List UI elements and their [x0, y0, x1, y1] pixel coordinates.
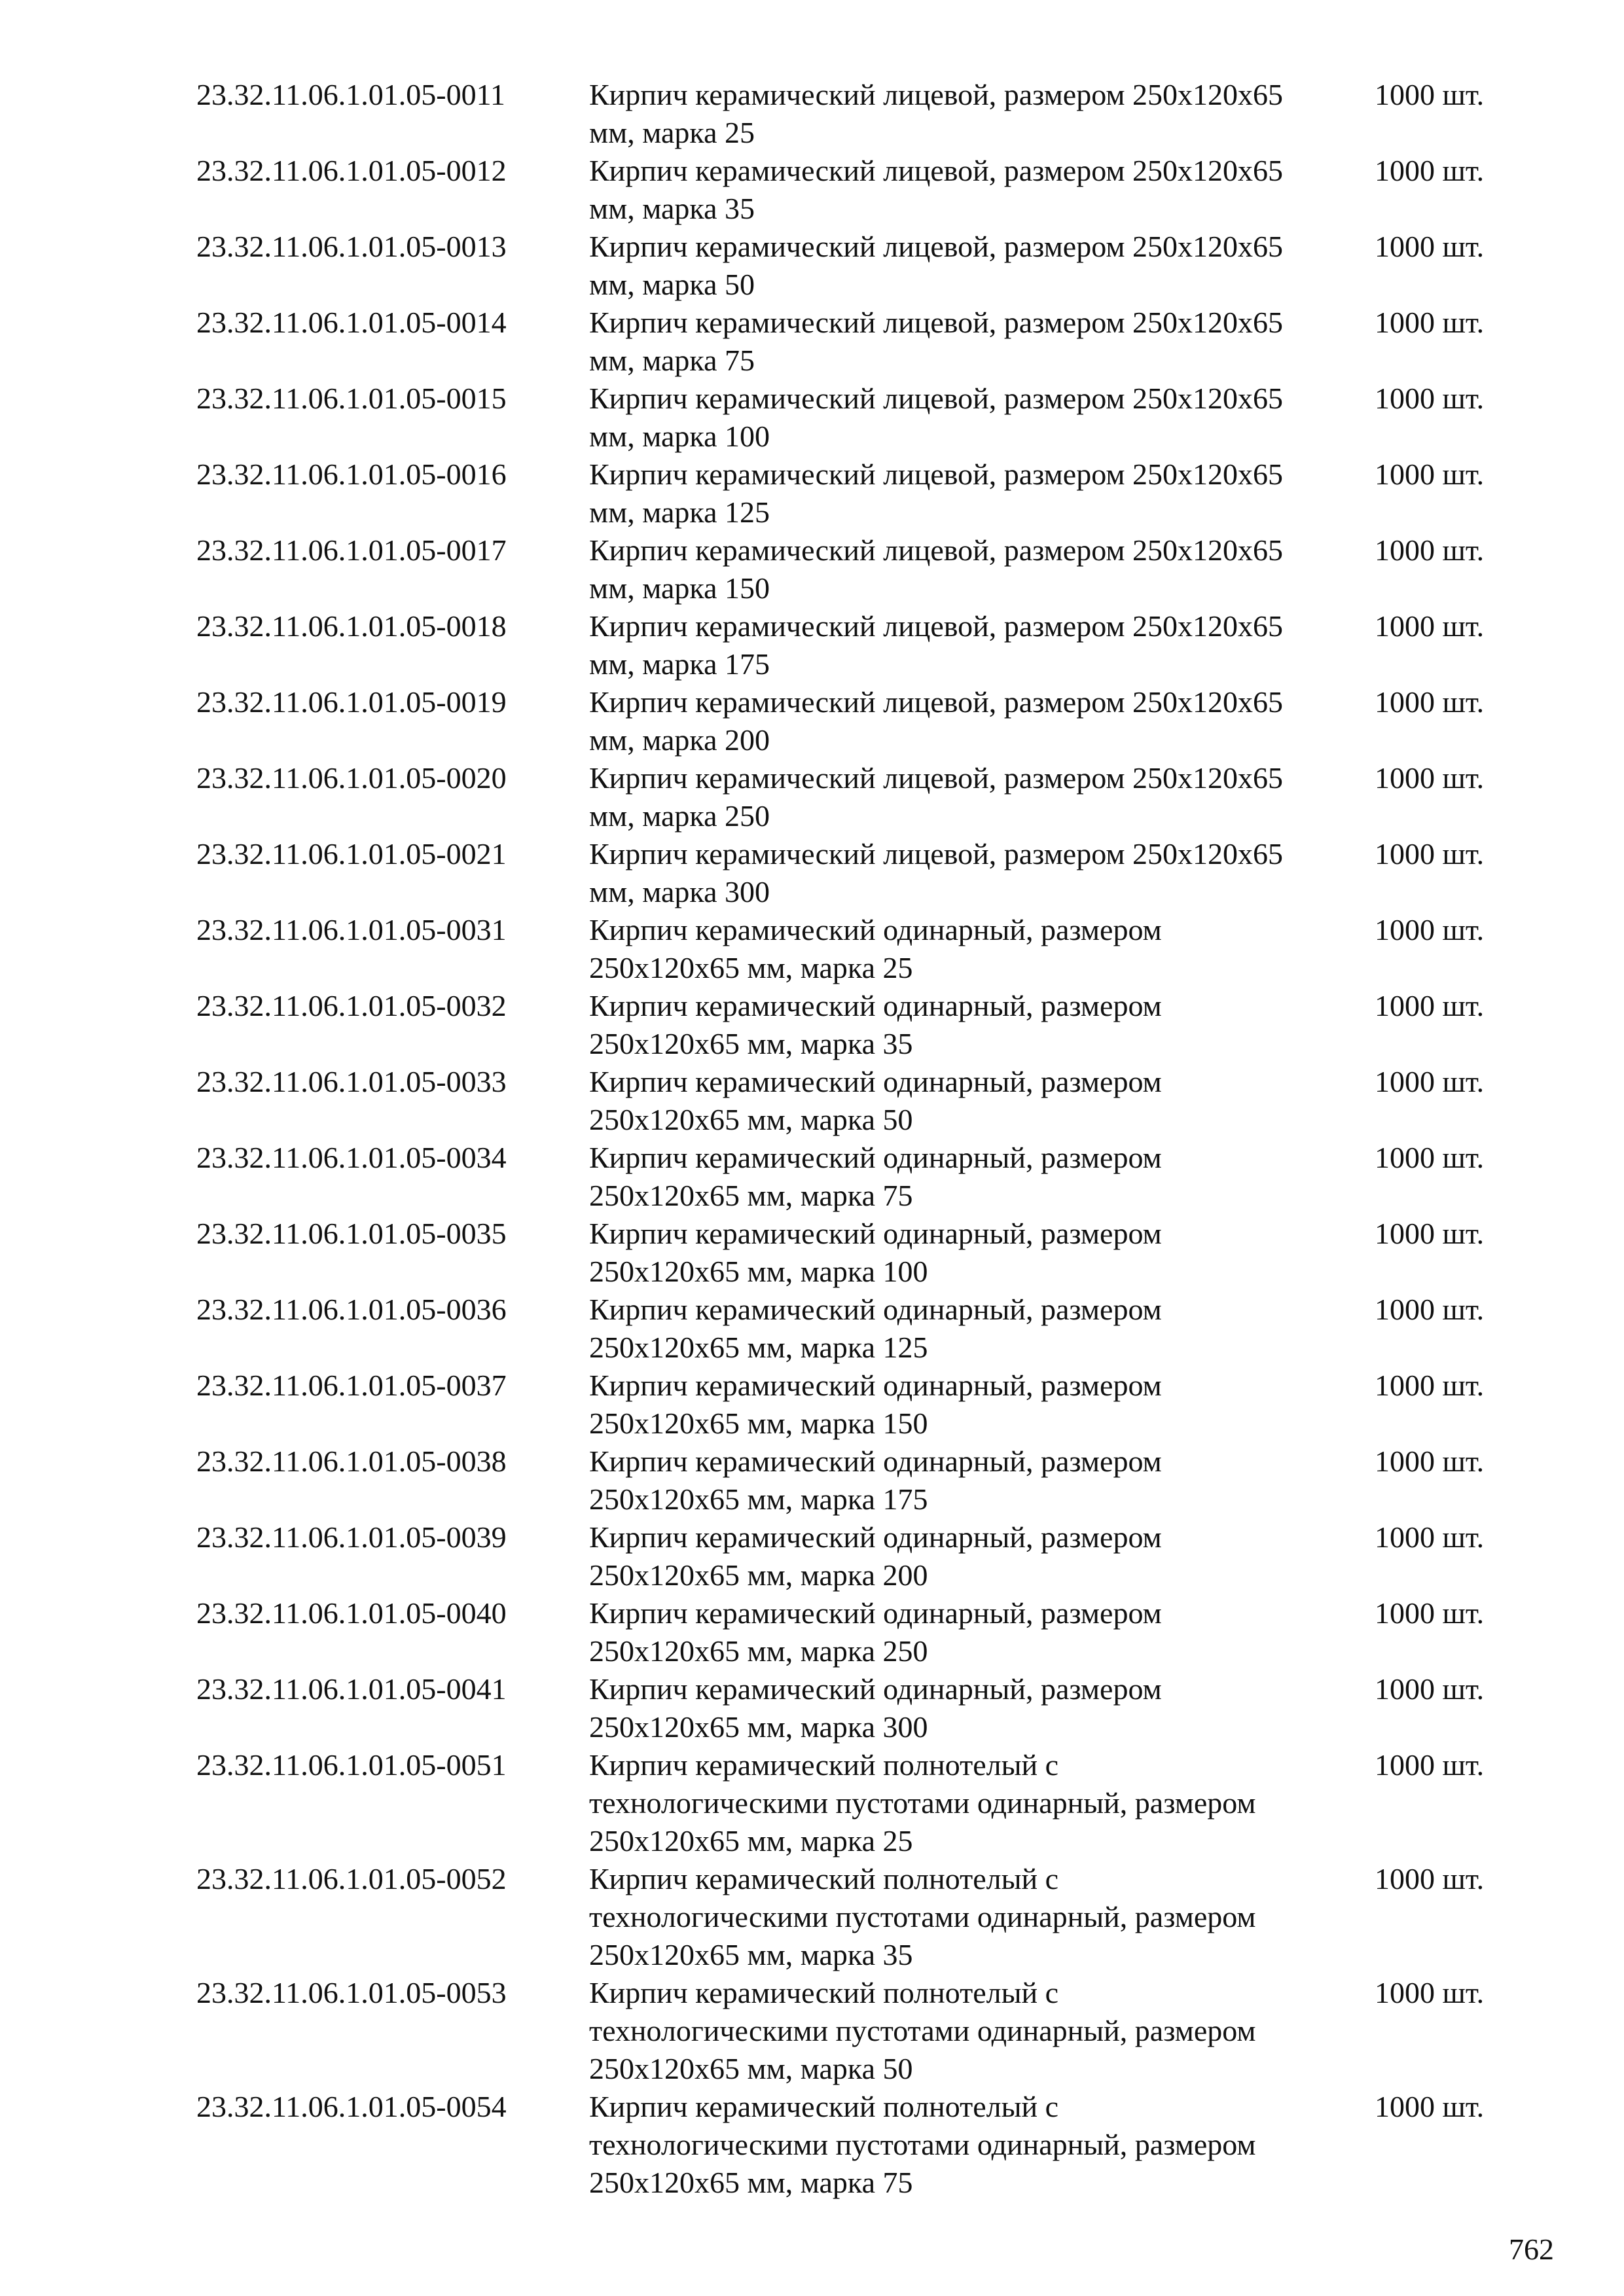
resource-code: 23.32.11.06.1.01.05-0017	[196, 533, 507, 567]
resource-name	[589, 152, 1375, 228]
resource-code: 23.32.11.06.1.01.05-0016	[196, 457, 507, 491]
resource-name-line: 250х120х65 мм, марка 175	[589, 1482, 928, 1516]
resource-unit: 1000 шт.	[1375, 989, 1485, 1022]
resource-name-line: мм, марка 300	[589, 875, 770, 908]
resource-name-line: Кирпич керамический полнотелый с	[589, 1748, 1059, 1782]
resource-name	[589, 1063, 1375, 1139]
resource-name-line: мм, марка 75	[589, 344, 755, 377]
resource-name	[589, 1215, 1375, 1291]
resource-code: 23.32.11.06.1.01.05-0033	[196, 1065, 507, 1098]
resource-name	[589, 2088, 1375, 2202]
resource-name-line: 250х120х65 мм, марка 75	[589, 2166, 913, 2199]
table-row	[196, 607, 1492, 683]
resource-name	[589, 1367, 1375, 1443]
resource-name-line: Кирпич керамический одинарный, размером	[589, 1672, 1162, 1706]
resource-unit: 1000 шт.	[1375, 913, 1485, 946]
table-row	[196, 380, 1492, 456]
table-row	[196, 1974, 1492, 2088]
resource-name	[589, 607, 1375, 683]
resource-name	[589, 987, 1375, 1063]
resource-unit: 1000 шт.	[1375, 78, 1485, 111]
resource-name	[589, 1594, 1375, 1670]
resource-name-line: Кирпич керамический одинарный, размером	[589, 1444, 1162, 1478]
resource-name-line: мм, марка 25	[589, 116, 755, 149]
table-row	[196, 1746, 1492, 1860]
resource-code: 23.32.11.06.1.01.05-0051	[196, 1748, 507, 1782]
resource-name-line: мм, марка 200	[589, 723, 770, 757]
resource-name	[589, 835, 1375, 911]
table-row	[196, 1291, 1492, 1367]
resource-name-line: технологическими пустотами одинарный, размером	[589, 1786, 1256, 1820]
resource-code: 23.32.11.06.1.01.05-0019	[196, 685, 507, 719]
resource-name-line: Кирпич керамический лицевой, размером 250х120х65	[589, 761, 1283, 795]
resource-name-line: Кирпич керамический лицевой, размером 250х120х65	[589, 837, 1283, 870]
resource-unit: 1000 шт.	[1375, 1976, 1485, 2009]
resource-name-line: Кирпич керамический одинарный, размером	[589, 1141, 1162, 1174]
resource-code: 23.32.11.06.1.01.05-0041	[196, 1672, 507, 1706]
resource-name	[589, 76, 1375, 152]
table-row	[196, 76, 1492, 152]
resource-code: 23.32.11.06.1.01.05-0053	[196, 1976, 507, 2009]
resource-name-line: Кирпич керамический лицевой, размером 250х120х65	[589, 382, 1283, 415]
resource-name	[589, 456, 1375, 531]
resource-name-line: Кирпич керамический лицевой, размером 250х120х65	[589, 457, 1283, 491]
resource-name	[589, 683, 1375, 759]
resource-name	[589, 304, 1375, 380]
resource-name-line: Кирпич керамический одинарный, размером	[589, 1369, 1162, 1402]
table-row	[196, 1860, 1492, 1974]
resource-name-line: технологическими пустотами одинарный, размером	[589, 2014, 1256, 2047]
resource-name-line: Кирпич керамический лицевой, размером 250х120х65	[589, 533, 1283, 567]
resource-unit: 1000 шт.	[1375, 2090, 1485, 2123]
resource-code: 23.32.11.06.1.01.05-0040	[196, 1596, 507, 1630]
table-row	[196, 1443, 1492, 1518]
resource-code: 23.32.11.06.1.01.05-0011	[196, 78, 505, 111]
resource-unit: 1000 шт.	[1375, 1520, 1485, 1554]
resource-name-line: Кирпич керамический лицевой, размером 250х120х65	[589, 230, 1283, 263]
resource-code: 23.32.11.06.1.01.05-0013	[196, 230, 507, 263]
resource-name	[589, 1974, 1375, 2088]
resource-name-line: 250х120х65 мм, марка 35	[589, 1938, 913, 1971]
resource-name	[589, 1518, 1375, 1594]
table-row	[196, 1518, 1492, 1594]
resource-name-line: 250х120х65 мм, марка 50	[589, 1103, 913, 1136]
resource-name-line: 250х120х65 мм, марка 25	[589, 951, 913, 984]
resource-name	[589, 228, 1375, 304]
resource-name-line: мм, марка 250	[589, 799, 770, 833]
resource-code: 23.32.11.06.1.01.05-0031	[196, 913, 507, 946]
resource-name-line: Кирпич керамический полнотелый с	[589, 2090, 1059, 2123]
resource-unit: 1000 шт.	[1375, 1293, 1485, 1326]
resource-name-line: Кирпич керамический одинарный, размером	[589, 1293, 1162, 1326]
resource-unit: 1000 шт.	[1375, 685, 1485, 719]
resource-code: 23.32.11.06.1.01.05-0052	[196, 1862, 507, 1895]
resource-unit: 1000 шт.	[1375, 154, 1485, 187]
resource-name	[589, 1291, 1375, 1367]
resource-unit: 1000 шт.	[1375, 382, 1485, 415]
resource-name-line: Кирпич керамический лицевой, размером 250х120х65	[589, 685, 1283, 719]
table-row	[196, 531, 1492, 607]
resource-name-line: Кирпич керамический лицевой, размером 250х120х65	[589, 306, 1283, 339]
resource-unit: 1000 шт.	[1375, 1748, 1485, 1782]
resource-code: 23.32.11.06.1.01.05-0021	[196, 837, 507, 870]
resource-code: 23.32.11.06.1.01.05-0039	[196, 1520, 507, 1554]
resource-unit: 1000 шт.	[1375, 1672, 1485, 1706]
table-row	[196, 1215, 1492, 1291]
resource-name-line: мм, марка 150	[589, 571, 770, 605]
resource-name-line: мм, марка 35	[589, 192, 755, 225]
resource-name-line: 250х120х65 мм, марка 35	[589, 1027, 913, 1060]
resource-name	[589, 1139, 1375, 1215]
resource-name-line: мм, марка 50	[589, 268, 755, 301]
resource-unit: 1000 шт.	[1375, 1369, 1485, 1402]
resource-name-line: Кирпич керамический одинарный, размером	[589, 1520, 1162, 1554]
resource-name-line: 250х120х65 мм, марка 50	[589, 2052, 913, 2085]
resource-code: 23.32.11.06.1.01.05-0035	[196, 1217, 507, 1250]
resource-name	[589, 531, 1375, 607]
resource-name-line: Кирпич керамический одинарный, размером	[589, 1217, 1162, 1250]
resource-unit: 1000 шт.	[1375, 457, 1485, 491]
table-row	[196, 228, 1492, 304]
resource-unit: 1000 шт.	[1375, 1862, 1485, 1895]
resource-unit: 1000 шт.	[1375, 761, 1485, 795]
table-row	[196, 2088, 1492, 2202]
resource-name-line: технологическими пустотами одинарный, размером	[589, 1900, 1256, 1933]
table-row	[196, 759, 1492, 835]
resource-code: 23.32.11.06.1.01.05-0020	[196, 761, 507, 795]
resource-name-line: Кирпич керамический одинарный, размером	[589, 1596, 1162, 1630]
table-row	[196, 1139, 1492, 1215]
resource-name-line: мм, марка 125	[589, 495, 770, 529]
page-number: 762	[1509, 2233, 1554, 2266]
table-row	[196, 456, 1492, 531]
resource-name-line: 250х120х65 мм, марка 150	[589, 1407, 928, 1440]
resource-code: 23.32.11.06.1.01.05-0037	[196, 1369, 507, 1402]
resource-unit: 1000 шт.	[1375, 1141, 1485, 1174]
resource-name-line: Кирпич керамический лицевой, размером 250х120х65	[589, 154, 1283, 187]
table-row	[196, 683, 1492, 759]
resource-name-line: технологическими пустотами одинарный, размером	[589, 2128, 1256, 2161]
resource-name-line: Кирпич керамический полнотелый с	[589, 1862, 1059, 1895]
resource-name-line: Кирпич керамический полнотелый с	[589, 1976, 1059, 2009]
resource-unit: 1000 шт.	[1375, 1065, 1485, 1098]
resource-name-line: 250х120х65 мм, марка 200	[589, 1558, 928, 1592]
resource-unit: 1000 шт.	[1375, 1217, 1485, 1250]
resource-unit: 1000 шт.	[1375, 533, 1485, 567]
table-row	[196, 1063, 1492, 1139]
resource-unit: 1000 шт.	[1375, 230, 1485, 263]
resource-name-line: Кирпич керамический лицевой, размером 250х120х65	[589, 609, 1283, 643]
resource-code: 23.32.11.06.1.01.05-0012	[196, 154, 507, 187]
table-row	[196, 987, 1492, 1063]
resource-name	[589, 1670, 1375, 1746]
resource-name-line: 250х120х65 мм, марка 100	[589, 1255, 928, 1288]
resource-name-line: мм, марка 100	[589, 420, 770, 453]
resource-name	[589, 380, 1375, 456]
table-row	[196, 1367, 1492, 1443]
resource-name-line: мм, марка 175	[589, 647, 770, 681]
resource-code: 23.32.11.06.1.01.05-0036	[196, 1293, 507, 1326]
resource-unit: 1000 шт.	[1375, 609, 1485, 643]
resource-table	[196, 76, 1492, 2202]
table-row	[196, 835, 1492, 911]
table-row	[196, 304, 1492, 380]
resource-name	[589, 1860, 1375, 1974]
table-row	[196, 911, 1492, 987]
resource-code: 23.32.11.06.1.01.05-0032	[196, 989, 507, 1022]
resource-name-line: Кирпич керамический лицевой, размером 250х120х65	[589, 78, 1283, 111]
resource-code: 23.32.11.06.1.01.05-0038	[196, 1444, 507, 1478]
resource-unit: 1000 шт.	[1375, 1596, 1485, 1630]
resource-name-line: 250х120х65 мм, марка 75	[589, 1179, 913, 1212]
resource-code: 23.32.11.06.1.01.05-0018	[196, 609, 507, 643]
resource-name-line: Кирпич керамический одинарный, размером	[589, 1065, 1162, 1098]
resource-name-line: 250х120х65 мм, марка 250	[589, 1634, 928, 1668]
resource-code: 23.32.11.06.1.01.05-0034	[196, 1141, 507, 1174]
resource-name	[589, 759, 1375, 835]
resource-name	[589, 1746, 1375, 1860]
resource-unit: 1000 шт.	[1375, 1444, 1485, 1478]
resource-name-line: 250х120х65 мм, марка 25	[589, 1824, 913, 1857]
resource-name-line: 250х120х65 мм, марка 300	[589, 1710, 928, 1744]
resource-name-line: 250х120х65 мм, марка 125	[589, 1331, 928, 1364]
resource-code: 23.32.11.06.1.01.05-0014	[196, 306, 507, 339]
resource-unit: 1000 шт.	[1375, 306, 1485, 339]
resource-name	[589, 1443, 1375, 1518]
resource-name-line: Кирпич керамический одинарный, размером	[589, 989, 1162, 1022]
resource-code: 23.32.11.06.1.01.05-0054	[196, 2090, 507, 2123]
resource-unit: 1000 шт.	[1375, 837, 1485, 870]
resource-name-line: Кирпич керамический одинарный, размером	[589, 913, 1162, 946]
table-row	[196, 1670, 1492, 1746]
table-row	[196, 1594, 1492, 1670]
resource-name	[589, 911, 1375, 987]
table-row	[196, 152, 1492, 228]
resource-code: 23.32.11.06.1.01.05-0015	[196, 382, 507, 415]
